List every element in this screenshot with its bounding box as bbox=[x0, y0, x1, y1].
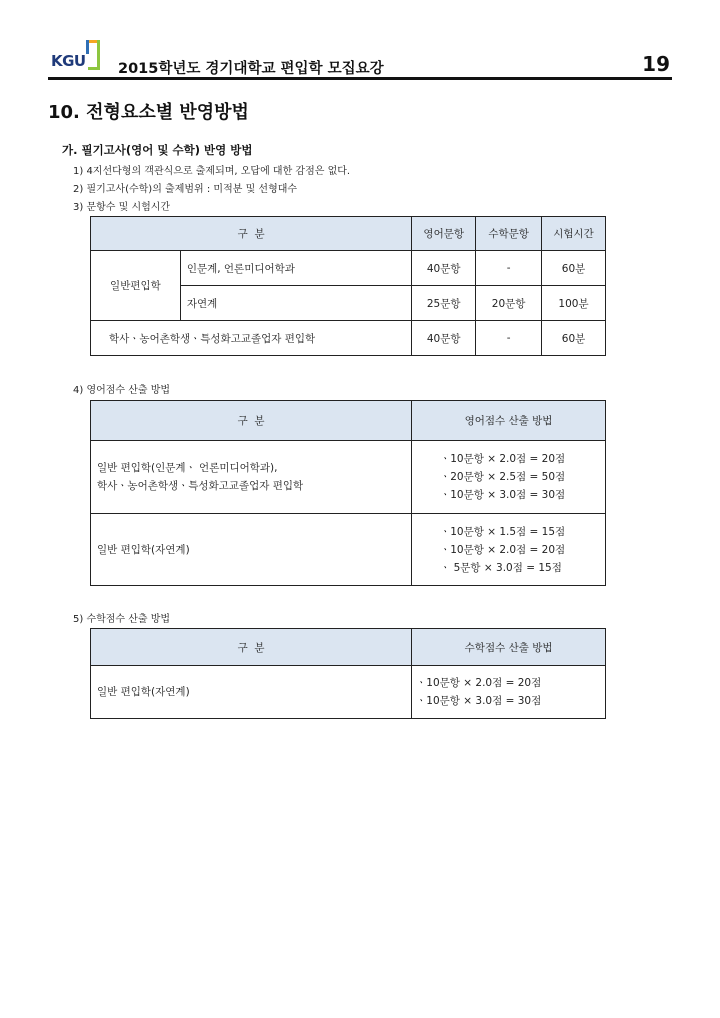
header-math: 수학문항 bbox=[476, 217, 542, 251]
item-1: 1) 4지선다형의 객관식으로 출제되며, 오답에 대한 감점은 없다. bbox=[73, 166, 351, 177]
label-line: 일반 편입학(인문계ㆍ 언론미디어학과), bbox=[97, 462, 278, 474]
exam-items-table bbox=[90, 216, 606, 356]
section-title: 10. 전형요소별 반영방법 bbox=[48, 102, 249, 123]
score-formulas bbox=[412, 514, 606, 586]
header-english: 영어문항 bbox=[412, 217, 476, 251]
english-count: 25문항 bbox=[412, 286, 476, 321]
table-row bbox=[91, 666, 606, 719]
table-row bbox=[91, 321, 606, 356]
label-line: 일반 편입학(자연계) bbox=[97, 543, 190, 556]
kgu-logo bbox=[48, 38, 104, 76]
table-header-row bbox=[91, 401, 606, 441]
formula-line: ㆍ10문항 × 3.0점 = 30점 bbox=[440, 489, 566, 501]
formula-line: ㆍ10문항 × 2.0점 = 20점 bbox=[416, 677, 542, 689]
row-label bbox=[91, 666, 412, 719]
item-3: 3) 문항수 및 시험시간 bbox=[73, 202, 171, 213]
header-method: 영어점수 산출 방법 bbox=[412, 401, 606, 441]
header-category: 구 분 bbox=[91, 401, 412, 441]
math-score-table bbox=[90, 628, 606, 719]
formula-line: ㆍ10문항 × 2.0점 = 20점 bbox=[440, 453, 566, 465]
logo-text: KGU bbox=[51, 52, 86, 70]
label-line: 학사ㆍ농어촌학생ㆍ특성화고교졸업자 편입학 bbox=[97, 480, 304, 492]
score-formulas bbox=[412, 441, 606, 514]
formula-line: ㆍ20문항 × 2.5점 = 50점 bbox=[440, 471, 566, 483]
header-time: 시험시간 bbox=[542, 217, 606, 251]
page-header bbox=[48, 38, 672, 78]
header-category: 구 분 bbox=[91, 217, 412, 251]
table-row bbox=[91, 514, 606, 586]
subsection-title: 가. 필기고사(영어 및 수학) 반영 방법 bbox=[62, 143, 253, 157]
formula-line: ㆍ10문항 × 2.0점 = 20점 bbox=[440, 543, 566, 556]
math-count: 20문항 bbox=[476, 286, 542, 321]
english-count: 40문항 bbox=[412, 251, 476, 286]
formula-line: ㆍ10문항 × 3.0점 = 30점 bbox=[416, 695, 542, 707]
item-2: 2) 필기고사(수학)의 출제범위 : 미적분 및 선형대수 bbox=[73, 184, 298, 195]
row-label: 인문계, 언론미디어학과 bbox=[180, 251, 411, 286]
english-count: 40문항 bbox=[412, 321, 476, 356]
document-title: 2015학년도 경기대학교 편입학 모집요강 bbox=[118, 61, 384, 77]
formula-line: ㆍ 5문항 × 3.0점 = 15점 bbox=[440, 561, 562, 574]
row-label bbox=[91, 514, 412, 586]
row-label: 자연계 bbox=[180, 286, 411, 321]
page-number: 19 bbox=[642, 52, 670, 76]
score-formulas bbox=[412, 666, 606, 719]
item-5: 5) 수학점수 산출 방법 bbox=[73, 614, 171, 625]
row-label bbox=[91, 441, 412, 514]
table-header-row bbox=[91, 217, 606, 251]
english-score-table bbox=[90, 400, 606, 586]
formula-line: ㆍ10문항 × 1.5점 = 15점 bbox=[440, 525, 566, 538]
exam-time: 60분 bbox=[542, 321, 606, 356]
table-row bbox=[91, 251, 606, 286]
item-4: 4) 영어점수 산출 방법 bbox=[73, 385, 171, 396]
math-count: - bbox=[476, 321, 542, 356]
header-method: 수학점수 산출 방법 bbox=[412, 629, 606, 666]
math-count: - bbox=[476, 251, 542, 286]
exam-time: 100분 bbox=[542, 286, 606, 321]
table-row bbox=[91, 441, 606, 514]
group-label: 일반편입학 bbox=[91, 251, 181, 321]
table-header-row bbox=[91, 629, 606, 666]
header-rule bbox=[48, 77, 672, 80]
exam-time: 60분 bbox=[542, 251, 606, 286]
row-label: 학사ㆍ농어촌학생ㆍ특성화고교졸업자 편입학 bbox=[91, 321, 412, 356]
label-line: 일반 편입학(자연계) bbox=[97, 686, 190, 698]
header-category: 구 분 bbox=[91, 629, 412, 666]
